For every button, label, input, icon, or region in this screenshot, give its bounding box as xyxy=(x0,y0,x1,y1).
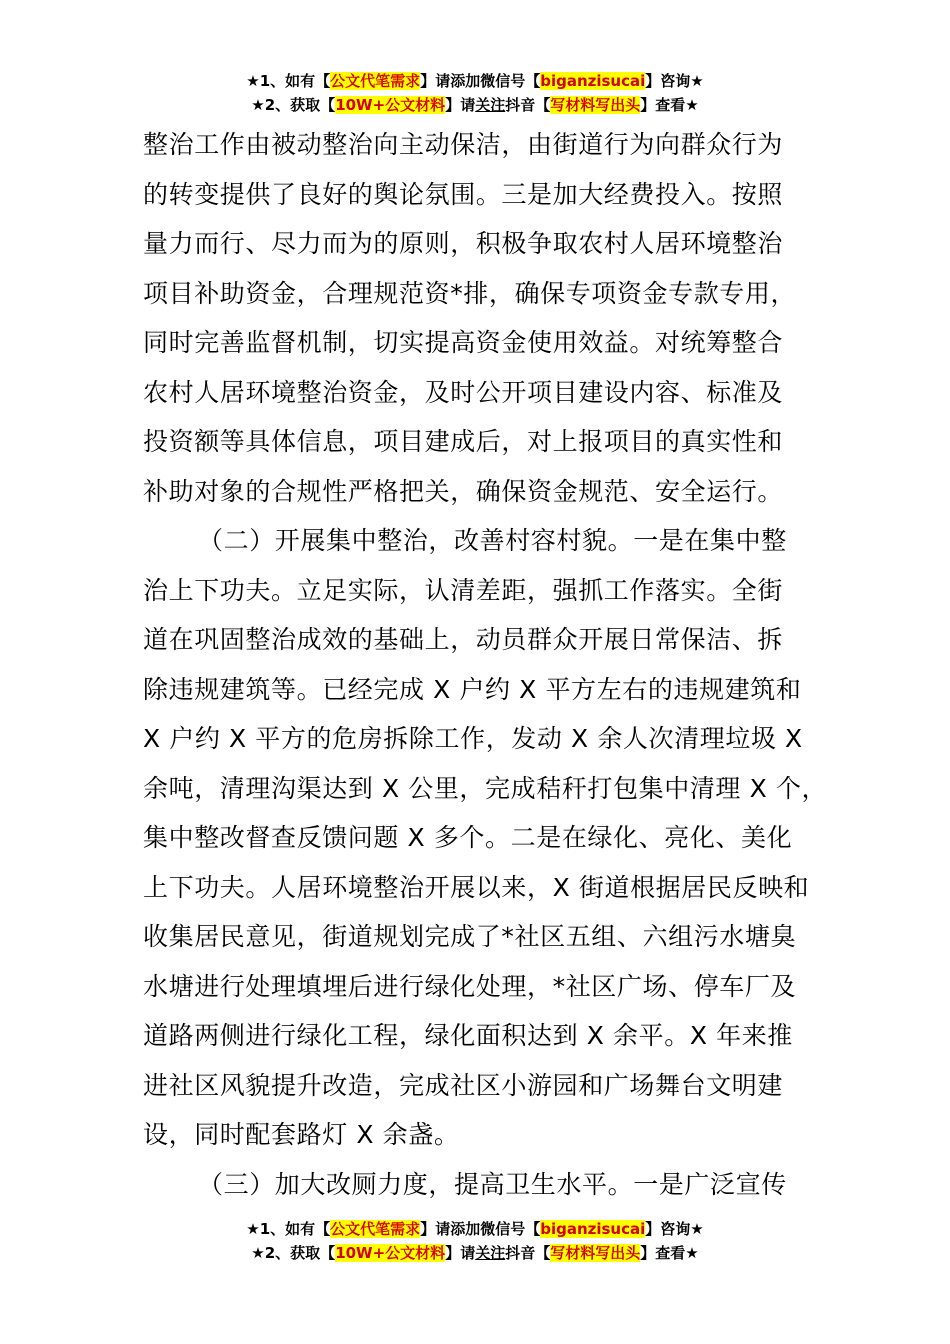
banner-highlight-ghostwriting: 公文代笔需求 xyxy=(330,72,421,90)
banner-highlight-wechat-id: biganzisucai xyxy=(540,1220,646,1238)
banner-underlined-follow: 关注 xyxy=(475,1244,506,1262)
body-line: 道路两侧进行绿化工程，绿化面积达到 X 余平。X 年来推 xyxy=(143,1021,793,1050)
body-line: 补助对象的合规性严格把关，确保资金规范、安全运行。 xyxy=(143,476,784,506)
body-line: X 户约 X 平方的危房拆除工作，发动 X 余人次清理垃圾 X xyxy=(143,724,803,753)
header-banner xyxy=(0,69,950,117)
banner-text: ★1、如有【 xyxy=(246,72,331,90)
banner-text: 】请 xyxy=(445,96,476,114)
banner-text: 】查看★ xyxy=(640,1244,699,1262)
body-line: 集中整改督查反馈问题 X 多个。二是在绿化、亮化、美化 xyxy=(143,823,793,852)
banner-text: ★1、如有【 xyxy=(246,1220,331,1238)
body-line: 投资额等具体信息，项目建成后，对上报项目的真实性和 xyxy=(143,427,784,456)
banner-text: 】请 xyxy=(445,1244,476,1262)
body-line: 进社区风貌提升改造，完成社区小游园和广场舞台文明建 xyxy=(143,1070,784,1100)
banner-text: 】查看★ xyxy=(640,96,699,114)
banner-highlight-douyin: 写材料写出头 xyxy=(550,1244,641,1262)
body-line: 整治工作由被动整治向主动保洁，由街道行为向群众行为 xyxy=(143,130,784,159)
banner-line-2 xyxy=(0,1241,950,1265)
banner-text: 】咨询★ xyxy=(645,72,704,90)
banner-text: ★2、获取【 xyxy=(251,1244,336,1262)
banner-text: ★2、获取【 xyxy=(251,96,336,114)
banner-underlined-follow: 关注 xyxy=(475,96,506,114)
banner-highlight-wechat-id: biganzisucai xyxy=(540,72,646,90)
banner-text: 抖音【 xyxy=(505,96,551,114)
body-line: 同时完善监督机制，切实提高资金使用效益。对统筹整合 xyxy=(143,328,784,357)
document-body xyxy=(143,120,843,1209)
body-line: 除违规建筑等。已经完成 X 户约 X 平方左右的违规建筑和 xyxy=(143,674,802,704)
body-line: 项目补助资金，合理规范资*排，确保专项资金专款专用， xyxy=(143,278,797,308)
footer-banner xyxy=(0,1217,950,1265)
body-line: 设，同时配套路灯 X 余盏。 xyxy=(143,1120,460,1149)
body-line: 农村人居环境整治资金，及时公开项目建设内容、标准及 xyxy=(143,377,784,407)
body-line: 的转变提供了良好的舆论氛围。三是加大经费投入。按照 xyxy=(143,179,784,209)
banner-highlight-douyin: 写材料写出头 xyxy=(550,96,641,114)
banner-line-1 xyxy=(0,1217,950,1241)
banner-text: 抖音【 xyxy=(505,1244,551,1262)
banner-text: 】咨询★ xyxy=(645,1220,704,1238)
banner-line-2 xyxy=(0,93,950,117)
body-line: 水塘进行处理填埋后进行绿化处理，*社区广场、停车厂及 xyxy=(143,971,797,1001)
body-line: 量力而行、尽力而为的原则，积极争取农村人居环境整治 xyxy=(143,229,784,258)
body-line: 道在巩固整治成效的基础上，动员群众开展日常保洁、拆 xyxy=(143,625,784,654)
banner-highlight-materials: 10W+公文材料 xyxy=(335,96,446,114)
section-heading-line: （三）加大改厕力度，提高卫生水平。一是广泛宣传 xyxy=(198,1169,787,1199)
banner-highlight-ghostwriting: 公文代笔需求 xyxy=(330,1220,421,1238)
banner-text: 】请添加微信号【 xyxy=(420,72,541,90)
banner-line-1 xyxy=(0,69,950,93)
body-line: 余吨，清理沟渠达到 X 公里，完成秸秆打包集中清理 X 个， xyxy=(143,773,828,803)
banner-text: 】请添加微信号【 xyxy=(420,1220,541,1238)
body-line: 治上下功夫。立足实际，认清差距，强抓工作落实。全街 xyxy=(143,575,784,605)
section-heading-line: （二）开展集中整治，改善村容村貌。一是在集中整 xyxy=(198,526,787,555)
body-line: 上下功夫。人居环境整治开展以来，X 街道根据居民反映和 xyxy=(143,872,810,902)
body-line: 收集居民意见，街道规划完成了*社区五组、六组污水塘臭 xyxy=(143,922,797,951)
banner-highlight-materials: 10W+公文材料 xyxy=(335,1244,446,1262)
